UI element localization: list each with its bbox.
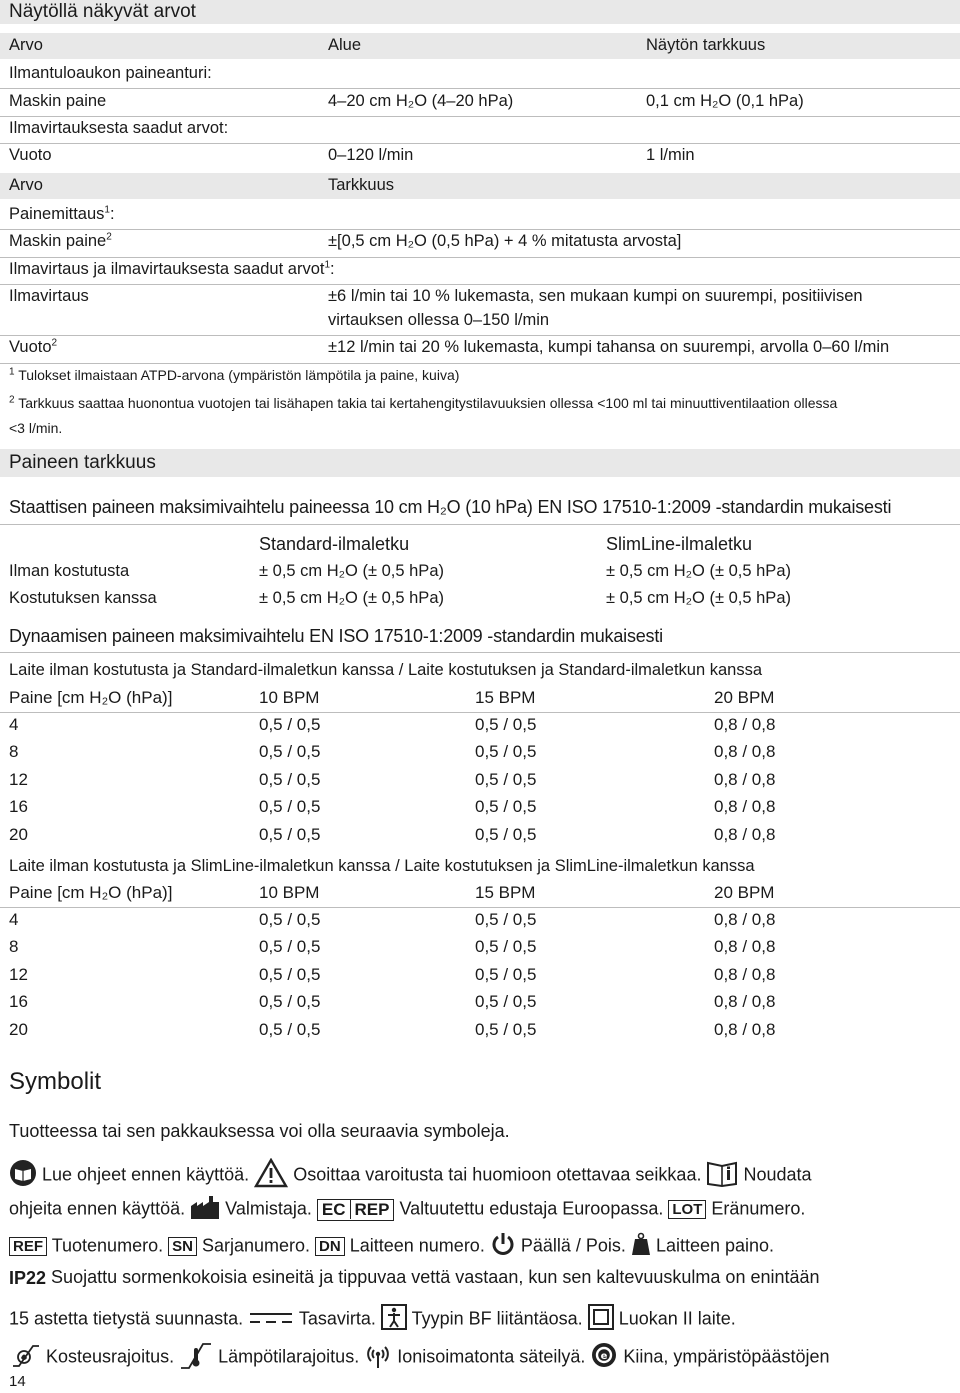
flow-label: Ilmavirtaus bbox=[9, 287, 89, 305]
table-cell: 0,5 / 0,5 bbox=[475, 824, 537, 844]
divider bbox=[0, 88, 960, 89]
group-label: Ilmavirtauksesta saadut arvot: bbox=[9, 119, 229, 137]
static-row-label: Ilman kostutusta bbox=[9, 562, 130, 580]
ref-icon: REF bbox=[9, 1237, 47, 1256]
humidity-limit-icon bbox=[9, 1340, 41, 1375]
table-cell: 8 bbox=[9, 742, 19, 762]
table-header-cell: 10 BPM bbox=[259, 688, 320, 707]
dn-icon: DN bbox=[315, 1237, 345, 1256]
symbol-desc: Sarjanumero. bbox=[201, 1235, 311, 1256]
static-row-slimline: ± 0,5 cm H₂O (± 0,5 hPa) bbox=[606, 589, 791, 607]
section-title: Näytöllä näkyvät arvot bbox=[9, 1, 196, 22]
ec-rep-icon: EC REP bbox=[317, 1199, 395, 1221]
divider bbox=[0, 335, 960, 336]
table-cell: 8 bbox=[9, 937, 19, 957]
symbol-desc: Laitteen numero. bbox=[349, 1235, 485, 1256]
table-cell: 12 bbox=[9, 769, 28, 789]
divider bbox=[0, 363, 960, 364]
table-cell: 0,8 / 0,8 bbox=[714, 824, 776, 844]
temperature-limit-icon bbox=[179, 1340, 213, 1375]
static-row-label: Kostutuksen kanssa bbox=[9, 589, 157, 607]
table-cell: 0,5 / 0,5 bbox=[259, 742, 321, 762]
weight-icon bbox=[631, 1232, 651, 1261]
table-cell: 0,8 / 0,8 bbox=[714, 1019, 776, 1039]
section-title-bar bbox=[0, 0, 960, 24]
divider bbox=[0, 652, 960, 653]
table-header-cell: 15 BPM bbox=[475, 883, 536, 902]
table-cell: 4 bbox=[9, 715, 19, 734]
divider bbox=[0, 116, 960, 117]
header-range: Alue bbox=[328, 36, 362, 54]
symbol-line bbox=[9, 1304, 736, 1335]
symbol-desc: Ionisoimatonta säteilyä. bbox=[397, 1346, 586, 1367]
symbol-line bbox=[9, 1340, 830, 1375]
warning-icon bbox=[254, 1158, 288, 1193]
symbol-desc: Osoittaa varoitusta tai huomioon otettavaa seikkaa. bbox=[293, 1164, 702, 1185]
leak-range: 0–120 l/min bbox=[328, 146, 414, 164]
divider bbox=[0, 143, 960, 144]
symbol-desc: Laitteen paino. bbox=[655, 1235, 775, 1256]
table-header-cell: Paine [cm H₂O (hPa)] bbox=[9, 688, 173, 707]
table-cell: 4 bbox=[9, 910, 19, 929]
table-cell: 0,8 / 0,8 bbox=[714, 992, 776, 1012]
info-book-icon bbox=[706, 1159, 738, 1192]
flow-accuracy: ±6 l/min tai 10 % lukemasta, sen mukaan kumpi on suurempi, positiivisen bbox=[328, 287, 863, 305]
table-cell: 0,8 / 0,8 bbox=[714, 964, 776, 984]
footnote-cont: <3 l/min. bbox=[9, 420, 63, 436]
symbols-intro: Tuotteessa tai sen pakkauksessa voi olla seuraavia symboleja. bbox=[9, 1121, 510, 1141]
symbol-line bbox=[9, 1267, 820, 1289]
static-row-standard: ± 0,5 cm H₂O (± 0,5 hPa) bbox=[259, 589, 444, 607]
header-accuracy: Tarkkuus bbox=[328, 176, 395, 194]
symbol-desc: Suojattu sormenkokoisia esineitä ja tippuvaa vettä vastaan, kun sen kaltevuuskulma on enintään bbox=[51, 1267, 820, 1287]
table-cell: 0,5 / 0,5 bbox=[475, 797, 537, 817]
symbol-desc: Tasavirta. bbox=[298, 1308, 376, 1329]
divider bbox=[0, 257, 960, 258]
table-cell: 0,5 / 0,5 bbox=[475, 769, 537, 789]
divider bbox=[0, 907, 960, 908]
table-cell: 0,8 / 0,8 bbox=[714, 797, 776, 817]
flow-accuracy-cont: virtauksen ollessa 0–150 l/min bbox=[328, 311, 550, 329]
symbol-desc: Valtuutettu edustaja Euroopassa. bbox=[399, 1198, 664, 1219]
symbol-desc: Lue ohjeet ennen käyttöä. bbox=[42, 1164, 250, 1185]
sn-icon: SN bbox=[168, 1237, 197, 1256]
table-cell: 0,8 / 0,8 bbox=[714, 769, 776, 789]
table-caption: Laite ilman kostutusta ja Standard-ilmaletkun kanssa / Laite kostutuksen ja Standard-ilmaletkun kanssa bbox=[9, 661, 762, 679]
header-value: Arvo bbox=[9, 176, 43, 194]
divider bbox=[0, 229, 960, 230]
table-cell: 0,5 / 0,5 bbox=[475, 910, 537, 929]
header-value: Arvo bbox=[9, 36, 43, 54]
header-resolution: Näytön tarkkuus bbox=[646, 36, 766, 54]
table-cell: 0,5 / 0,5 bbox=[475, 1019, 537, 1039]
symbol-desc: Kosteusrajoitus. bbox=[46, 1346, 175, 1367]
mask-pressure-accuracy: ±[0,5 cm H₂O (0,5 hPa) + 4 % mitatusta arvosta] bbox=[328, 232, 682, 250]
col-header-slimline: SlimLine-ilmaletku bbox=[606, 534, 753, 554]
divider bbox=[0, 284, 960, 285]
book-icon bbox=[9, 1159, 37, 1192]
table-caption: Laite ilman kostutusta ja SlimLine-ilmaletkun kanssa / Laite kostutuksen ja SlimLine-ilmaletkun kanssa bbox=[9, 857, 755, 875]
group-label: Painemittaus$^1$: bbox=[9, 204, 115, 223]
china-rohs-icon bbox=[590, 1341, 618, 1374]
page-number: 14 bbox=[9, 1373, 26, 1390]
footnote: $^2$ Tarkkuus saattaa huonontua vuotojen tai lisähapen takia tai kertahengitystilavuuksien ollessa <100 ml tai minuuttiventilaation ollessa bbox=[9, 394, 838, 411]
table-cell: 20 bbox=[9, 1019, 28, 1039]
table-cell: 0,5 / 0,5 bbox=[259, 910, 321, 929]
table-cell: 0,8 / 0,8 bbox=[714, 910, 776, 929]
symbol-desc: Tuotenumero. bbox=[51, 1235, 164, 1256]
direct-current-icon bbox=[248, 1309, 294, 1330]
symbol-line bbox=[9, 1194, 805, 1225]
leak-resolution: 1 l/min bbox=[646, 146, 695, 164]
leak-label: Vuoto$^2$ bbox=[9, 337, 58, 356]
group-label: Ilmavirtaus ja ilmavirtauksesta saadut arvot$^1$: bbox=[9, 259, 335, 278]
mask-pressure-range: 4–20 cm H₂O (4–20 hPa) bbox=[328, 92, 514, 110]
table-cell: 0,5 / 0,5 bbox=[259, 769, 321, 789]
symbol-desc: Kiina, ympäristöpäästöjen bbox=[623, 1346, 830, 1367]
svg-text:e: e bbox=[600, 1351, 608, 1362]
symbol-desc: 15 astetta tietystä suunnasta. bbox=[9, 1308, 244, 1329]
symbol-desc: Eränumero. bbox=[711, 1198, 806, 1219]
table-cell: 0,8 / 0,8 bbox=[714, 742, 776, 762]
class-ii-icon bbox=[588, 1304, 614, 1335]
divider bbox=[0, 712, 960, 713]
table-cell: 16 bbox=[9, 797, 28, 817]
power-icon bbox=[490, 1231, 516, 1262]
symbol-line bbox=[9, 1231, 774, 1262]
table-cell: 0,5 / 0,5 bbox=[259, 715, 321, 734]
table-header-row bbox=[0, 33, 960, 59]
leak-label: Vuoto bbox=[9, 146, 52, 164]
symbol-desc: Valmistaja. bbox=[225, 1198, 312, 1219]
table-cell: 0,5 / 0,5 bbox=[259, 964, 321, 984]
section-title: Symbolit bbox=[9, 1068, 102, 1095]
symbol-desc: Päällä / Pois. bbox=[520, 1235, 626, 1256]
divider bbox=[0, 524, 960, 525]
symbol-desc: Tyypin BF liitäntäosa. bbox=[411, 1308, 583, 1329]
symbol-line bbox=[9, 1158, 812, 1193]
table-header-cell: Paine [cm H₂O (hPa)] bbox=[9, 883, 173, 902]
mask-pressure-resolution: 0,1 cm H₂O (0,1 hPa) bbox=[646, 92, 804, 110]
table-header-cell: 20 BPM bbox=[714, 688, 775, 707]
table-cell: 0,5 / 0,5 bbox=[475, 742, 537, 762]
static-row-slimline: ± 0,5 cm H₂O (± 0,5 hPa) bbox=[606, 562, 791, 580]
static-row-standard: ± 0,5 cm H₂O (± 0,5 hPa) bbox=[259, 562, 444, 580]
table-cell: 0,8 / 0,8 bbox=[714, 937, 776, 957]
dynamic-pressure-title: Dynaamisen paineen maksimivaihtelu EN ISO 17510-1:2009 -standardin mukaisesti bbox=[9, 626, 663, 646]
section-title: Paineen tarkkuus bbox=[9, 452, 156, 473]
ip22-icon: IP22 bbox=[9, 1267, 47, 1288]
static-pressure-title: Staattisen paineen maksimivaihtelu paineessa 10 cm H₂O (10 hPa) EN ISO 17510-1:2009 -standardin mukaisesti bbox=[9, 497, 892, 517]
table-cell: 12 bbox=[9, 964, 28, 984]
table-cell: 0,5 / 0,5 bbox=[259, 797, 321, 817]
table-cell: 0,5 / 0,5 bbox=[259, 992, 321, 1012]
table-cell: 0,5 / 0,5 bbox=[259, 937, 321, 957]
mask-pressure-label: Maskin paine$^2$ bbox=[9, 231, 112, 250]
table-cell: 20 bbox=[9, 824, 28, 844]
table-cell: 16 bbox=[9, 992, 28, 1012]
table-cell: 0,5 / 0,5 bbox=[259, 824, 321, 844]
table-cell: 0,5 / 0,5 bbox=[475, 992, 537, 1012]
leak-accuracy: ±12 l/min tai 20 % lukemasta, kumpi tahansa on suurempi, arvolla 0–60 l/min bbox=[328, 338, 890, 356]
table-cell: 0,5 / 0,5 bbox=[475, 715, 537, 734]
symbol-desc: ohjeita ennen käyttöä. bbox=[9, 1198, 186, 1219]
table-cell: 0,5 / 0,5 bbox=[475, 937, 537, 957]
symbol-desc: Luokan II laite. bbox=[618, 1308, 736, 1329]
mask-pressure-label: Maskin paine bbox=[9, 92, 107, 110]
table-header-cell: 15 BPM bbox=[475, 688, 536, 707]
symbol-desc: Noudata bbox=[743, 1164, 812, 1185]
lot-icon: LOT bbox=[668, 1200, 706, 1219]
group-label: Ilmantuloaukon paineanturi: bbox=[9, 64, 212, 82]
footnote: $^1$ Tulokset ilmaistaan ATPD-arvona (ympäristön lämpötila ja paine, kuiva) bbox=[9, 366, 460, 383]
bf-applied-part-icon bbox=[381, 1304, 407, 1335]
table-cell: 0,5 / 0,5 bbox=[259, 1019, 321, 1039]
non-ionizing-radiation-icon bbox=[364, 1341, 392, 1374]
symbol-desc: Lämpötilarajoitus. bbox=[218, 1346, 360, 1367]
table-cell: 0,5 / 0,5 bbox=[475, 964, 537, 984]
manufacturer-icon bbox=[190, 1194, 220, 1225]
table-cell: 0,8 / 0,8 bbox=[714, 715, 776, 734]
col-header-standard: Standard-ilmaletku bbox=[259, 534, 410, 554]
table-header-row bbox=[0, 173, 960, 199]
table-header-cell: 20 BPM bbox=[714, 883, 775, 902]
table-header-cell: 10 BPM bbox=[259, 883, 320, 902]
